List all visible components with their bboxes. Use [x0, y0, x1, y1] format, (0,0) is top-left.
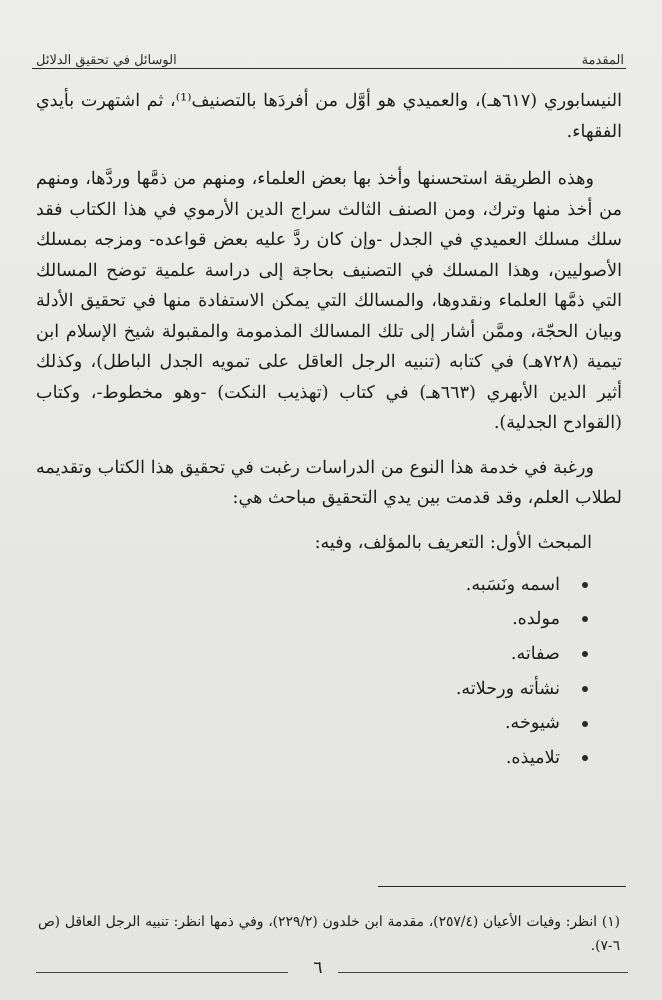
header-book-title: الوسائل في تحقيق الدلائل — [36, 53, 177, 68]
list-item — [36, 604, 588, 635]
running-header — [36, 44, 624, 68]
list-item — [36, 674, 588, 705]
header-rule — [32, 68, 626, 69]
bullet-icon — [582, 721, 588, 727]
header-section-title: المقدمة — [581, 53, 624, 68]
footnote-rule — [378, 886, 626, 887]
paragraph-3: ورغبة في خدمة هذا النوع من الدراسات رغبت في تحقيق هذا الكتاب وتقديمه لطلاب العلم، وقد قدمت بين يدي التحقيق مباحث هي: — [36, 457, 622, 508]
bullet-icon — [582, 616, 588, 622]
footnote: (١) انظر: وفيات الأعيان (٢٥٧/٤)، مقدمة ابن خلدون (٢٢٩/٢)، وفي ذمها انظر: تنبيه الرجل العاقل (ص ٦-٧). — [38, 913, 621, 954]
paragraph-1: النيسابوري (٦١٧هـ)، والعميدي هو أوَّل من أفردَها بالتصنيف⁽¹⁾، ثم اشتهرت بأيدي الفقهاء. — [36, 91, 622, 142]
list-item-text: تلاميذه. — [505, 747, 560, 768]
paragraph-2: وهذه الطريقة استحسنها وأخذ بها بعض العلماء، ومنهم من ذمَّها وردَّها، ومنهم من أخذ منها وترك، ومن الصنف الثالث سراج الدين الأرموي في هذا الكتاب فقد سلك مسلك العميدي في الجدل -وإن كان ردَّ عليه بعض قواعده- ومزجه بمسلك الأصوليين، وهذا المسلك في التصنيف بحاجة إلى دراسة علمية توضح المسالك التي ذمَّها العلماء ونقدوها، والمسالك التي يمكن الاستفادة منها في تحقيق الأدلة وبيان الحجّة، وممَّن أشار إلى تلك المسالك المذمومة والمقبولة شيخ الإسلام ابن تيمية (٧٢٨هـ) في كتابه (تنبيه الرجل العاقل على تمويه الجدل الباطل)، وكذلك أثير الدين الأبهري (٦٦٣هـ) في كتاب (تهذيب النكت) -وهو مخطوط-، وكتاب (القوادح الجدلية). — [36, 169, 623, 433]
list-item-text: شيوخه. — [504, 713, 560, 734]
bullet-icon — [582, 582, 588, 588]
page-number: ٦ — [313, 958, 323, 978]
list-item-text: مولده. — [512, 609, 560, 630]
list-item — [36, 570, 588, 601]
list-item — [36, 743, 588, 774]
body-text — [36, 86, 622, 778]
bullet-list — [36, 570, 622, 774]
list-item-text: اسمه ونَسَبه. — [465, 574, 560, 595]
bottom-rule-right — [338, 972, 628, 973]
bullet-icon — [582, 651, 588, 657]
list-item — [36, 708, 588, 739]
list-item — [36, 639, 588, 670]
bottom-rule-left — [36, 972, 288, 973]
list-item-text: صفاته. — [510, 643, 560, 664]
bullet-icon — [582, 755, 588, 761]
list-item-text: نشأته ورحلاته. — [455, 678, 560, 699]
bullet-icon — [582, 686, 588, 692]
section-heading: المبحث الأول: التعريف بالمؤلف، وفيه: — [314, 532, 592, 553]
